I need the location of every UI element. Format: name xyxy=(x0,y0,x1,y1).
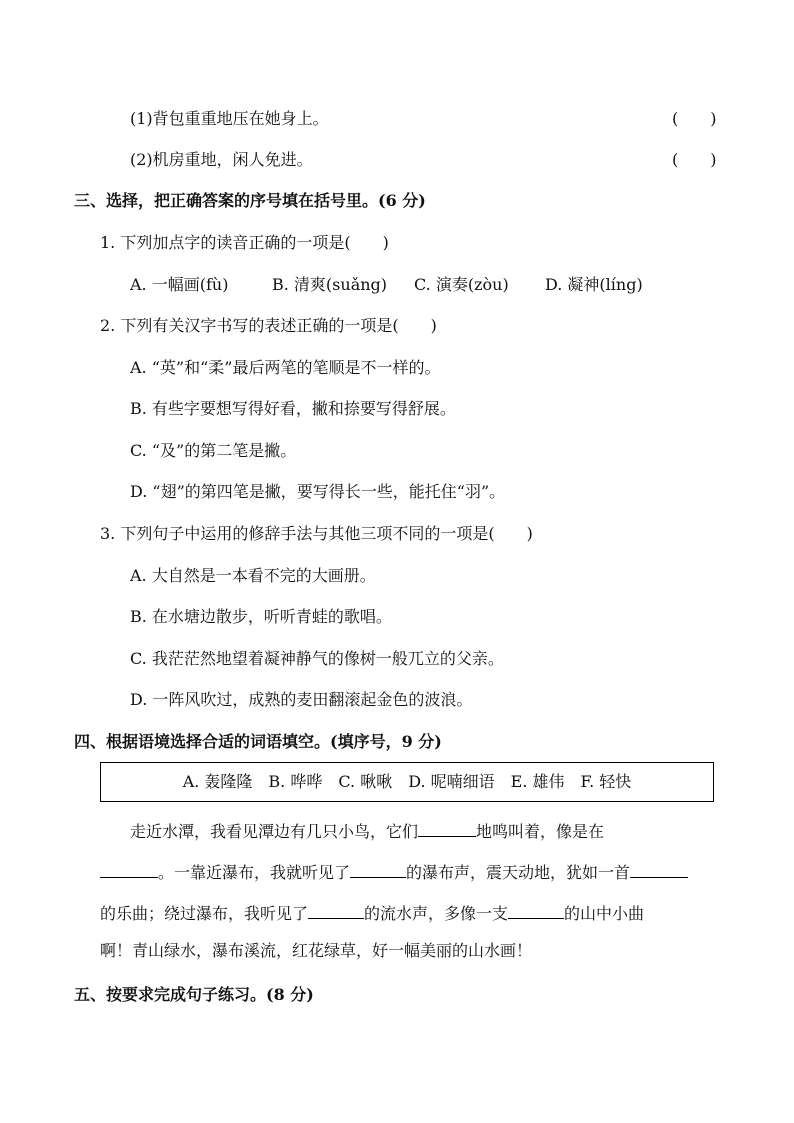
option-a: A. 一幅画(fù) xyxy=(130,275,229,294)
q3-s2-option-a: A. “英”和“柔”最后两笔的笔顺是不一样的。 xyxy=(130,358,441,377)
passage-text: 走近水潭，我看见潭边有几只小鸟，它们 xyxy=(130,822,419,841)
q3-s2-stem: 2. 下列有关汉字书写的表述正确的一项是( ) xyxy=(100,316,437,335)
passage-line-3 xyxy=(100,900,644,924)
blank-3[interactable] xyxy=(350,859,406,878)
q3-s1-options xyxy=(130,275,643,295)
q3-s2-option-d: D. “翅”的第四笔是撇，要写得长一些，能托住“羽”。 xyxy=(130,482,506,501)
word-d: D. 呢喃细语 xyxy=(408,772,495,791)
q3-s3-option-d: D. 一阵风吹过，成熟的麦田翻滚起金色的波浪。 xyxy=(130,690,473,709)
blank-1[interactable] xyxy=(418,818,476,837)
q3-s2-option-c: C. “及”的第二笔是撇。 xyxy=(130,441,297,460)
answer-paren-1[interactable]: ( ) xyxy=(672,109,717,128)
answer-paren-2[interactable]: ( ) xyxy=(672,150,717,169)
word-c: C. 啾啾 xyxy=(338,772,393,791)
q3-s3-option-c: C. 我茫茫然地望着凝神静气的像树一般兀立的父亲。 xyxy=(130,649,504,668)
q3-s3-option-b: B. 在水塘边散步，听听青蛙的歌唱。 xyxy=(130,607,392,626)
blank-5[interactable] xyxy=(308,900,364,919)
q3-s3-option-a: A. 大自然是一本看不完的大画册。 xyxy=(130,566,376,585)
passage-text: 的山中小曲 xyxy=(564,904,645,923)
word-a: A. 轰隆隆 xyxy=(182,772,253,791)
passage-text: 的瀑布声，震天动地，犹如一首 xyxy=(406,863,631,882)
blank-4[interactable] xyxy=(630,859,688,878)
word-f: F. 轻快 xyxy=(580,772,632,791)
passage-line-4: 啊！青山绿水，瀑布溪流，红花绿草，好一幅美丽的山水画！ xyxy=(100,941,533,960)
word-b: B. 哗哗 xyxy=(268,772,323,791)
passage-line-1 xyxy=(130,818,604,842)
word-bank-box xyxy=(100,762,714,802)
q2-item-2: (2)机房重地，闲人免进。 xyxy=(130,150,313,169)
word-e: E. 雄伟 xyxy=(510,772,565,791)
blank-2[interactable] xyxy=(100,859,158,878)
q3-s1-stem: 1. 下列加点字的读音正确的一项是( ) xyxy=(100,233,389,252)
q3-s3-stem: 3. 下列句子中运用的修辞手法与其他三项不同的一项是( ) xyxy=(100,524,533,543)
passage-text: 地鸣叫着，像是在 xyxy=(476,822,605,841)
blank-6[interactable] xyxy=(508,900,564,919)
q3-s2-option-b: B. 有些字要想写得好看，撇和捺要写得舒展。 xyxy=(130,399,456,418)
passage-text: 的乐曲；绕过瀑布，我听见了 xyxy=(100,904,309,923)
option-c: C. 演奏(zòu) xyxy=(414,275,509,294)
passage-text: 的流水声，多像一支 xyxy=(364,904,509,923)
passage-text: 。一靠近瀑布，我就听见了 xyxy=(158,863,351,882)
section-5-heading: 五、按要求完成句子练习。(8 分) xyxy=(74,985,314,1004)
passage-line-2 xyxy=(100,859,688,883)
q2-item-1: (1)背包重重地压在她身上。 xyxy=(130,109,329,128)
option-b: B. 清爽(suǎng) xyxy=(272,275,388,294)
section-3-heading: 三、选择，把正确答案的序号填在括号里。(6 分) xyxy=(74,191,426,210)
option-d: D. 凝神(líng) xyxy=(545,275,643,294)
section-4-heading: 四、根据语境选择合适的词语填空。(填序号，9 分) xyxy=(74,732,442,751)
